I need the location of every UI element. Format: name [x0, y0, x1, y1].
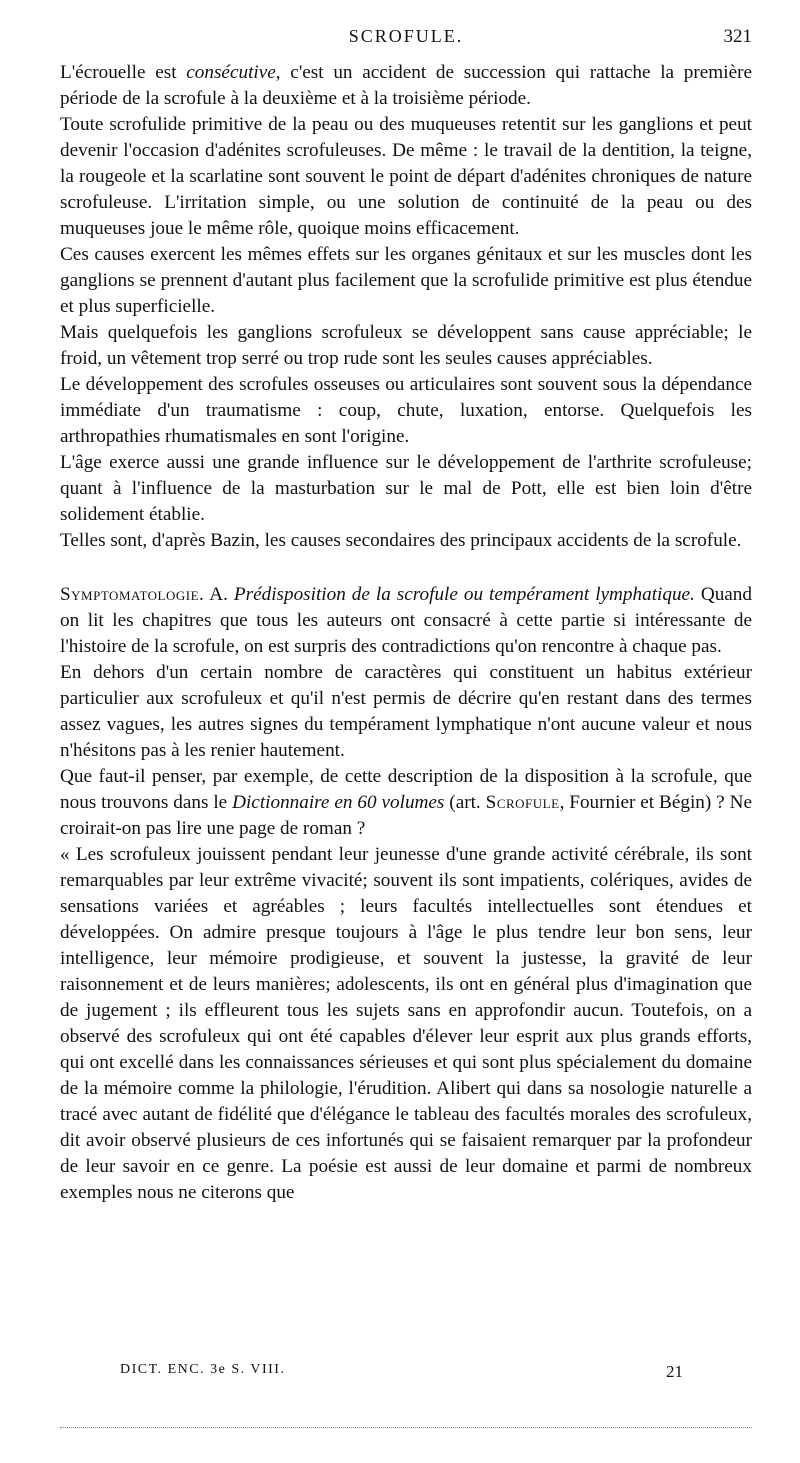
- paragraph-scrofulide: Toute scrofulide primitive de la peau ou des muqueuses retentit sur les ganglions et peut devenir l'occasion d'adénites scrofuleuses. De même : le travail de la dentition, la teigne, la rougeole et la scarlatine sont souvent le point de départ d'adénites chroniques de nature scrofuleuse. L'irritation simple, ou une solution de continuité de la peau ou des muqueuses joue le même rôle, quoique moins efficacement.: [60, 114, 752, 239]
- para-text: Que faut-il penser, par exemple, de cette description de la disposition à la scrofule, que nous trouvons dans le: [60, 766, 752, 813]
- quotation: « Les scrofuleux jouissent pendant leur jeunesse d'une grande activité cérébrale, ils sont remarquables par leur extrême vivacité; souvent ils sont impatients, colériques, avides de sensations variées et agréables ; leurs facultés intellectuelles sont étendues et développées. On admire presque toujours à l'âge le plus tendre leur bon sens, leur intelligence, leur mémoire prodigieuse, et souvent la justesse, la gravité de leur raisonnement et de leurs manières; adolescents, ils ont en général plus d'imagination que de jugement ; ils effleurent tous les sujets sans en approfondir aucun. Toutefois, on a observé des scrofuleux qui ont été capables d'élever leur esprit aux plus grands efforts, qui ont excellé dans les connaissances sérieuses et qui sont plus spécialement du domaine de la mémoire comme la philologie, l'érudition. Alibert qui dans sa nosologie naturelle a tracé avec autant de fidélité que d'élégance le tableau des facultés morales des scrofuleux, dit avoir observé plusieurs de ces infortunés qui se faisaient remarquer par la profondeur de leur savoir en ce genre. La poésie est aussi de leur domaine et parmi de nombreux exemples nous ne citerons que: [60, 844, 752, 1203]
- section-letter: A.: [209, 584, 228, 605]
- bottom-dotted-rule: [60, 1427, 752, 1428]
- paragraph-age: L'âge exerce aussi une grande influence sur le développement de l'arthrite scrofuleuse; quant à l'influence de la masturbation sur le mal de Pott, elle est bien loin d'être solidement établie.: [60, 452, 752, 525]
- paragraph-osseuses: Le développement des scrofules osseuses ou articulaires sont souvent sous la dépendance immédiate d'un traumatisme : coup, chute, luxation, entorse. Quelquefois les arthropathies rhumatismales en sont l'origine.: [60, 374, 752, 447]
- para-text: L'écrouelle est: [60, 62, 187, 83]
- section-heading: Symptomatologie.: [60, 584, 205, 605]
- sheet-number: 21: [666, 1362, 683, 1381]
- para-text: , Fournier et Bégin) ? Ne croirait-on pas lire une page de roman ?: [60, 792, 752, 839]
- paragraph-ganglions: Mais quelquefois les ganglions scrofuleux se développent sans cause appréciable; le froid, un vêtement trop serré ou trop rude sont les seules causes appréciables.: [60, 322, 752, 369]
- page-number: 321: [723, 26, 752, 47]
- paragraph-ecrouelle: [60, 60, 752, 112]
- para-text: (art.: [444, 792, 486, 813]
- para-text: , c'est un accident de succession qui rattache la première période de la scrofule à la deuxième et à la troisième période.: [60, 62, 752, 109]
- article-name: Scrofule: [485, 792, 560, 813]
- section-title: Prédisposition de la scrofule ou tempérament lymphatique.: [233, 584, 695, 605]
- page-footer: [0, 1362, 800, 1386]
- para-emphasis: consécutive: [186, 62, 276, 83]
- running-title: SCROFULE.: [348, 26, 464, 46]
- section-text: Quand on lit les chapitres que tous les auteurs ont consacré à cette partie si intéressante de l'histoire de la scrofule, on est surpris des contradictions qu'on rencontre à chaque pas.: [60, 584, 752, 657]
- paragraph-bazin: Telles sont, d'après Bazin, les causes secondaires des principaux accidents de la scrofule.: [60, 530, 742, 551]
- page-header: [60, 26, 752, 56]
- signature-mark: DICT. ENC. 3e S. VIII.: [120, 1362, 286, 1377]
- paragraph-causes: Ces causes exercent les mêmes effets sur les organes génitaux et sur les muscles dont les ganglions se prennent d'autant plus facilement que la scrofulide primitive est plus étendue et plus superficielle.: [60, 244, 752, 317]
- dictionary-title: Dictionnaire en 60 volumes: [232, 792, 445, 813]
- paragraph-habitus: En dehors d'un certain nombre de caractères qui constituent un habitus extérieur particulier aux scrofuleux et qu'il n'est permis de décrire qu'en restant dans des termes assez vagues, les autres signes du tempérament lymphatique n'ont aucune valeur et nous n'hésitons pas à les renier hautement.: [60, 662, 752, 761]
- body-text: [60, 60, 752, 1206]
- paragraph-dictionnaire: [60, 764, 752, 842]
- section-symptomatologie: [60, 582, 752, 660]
